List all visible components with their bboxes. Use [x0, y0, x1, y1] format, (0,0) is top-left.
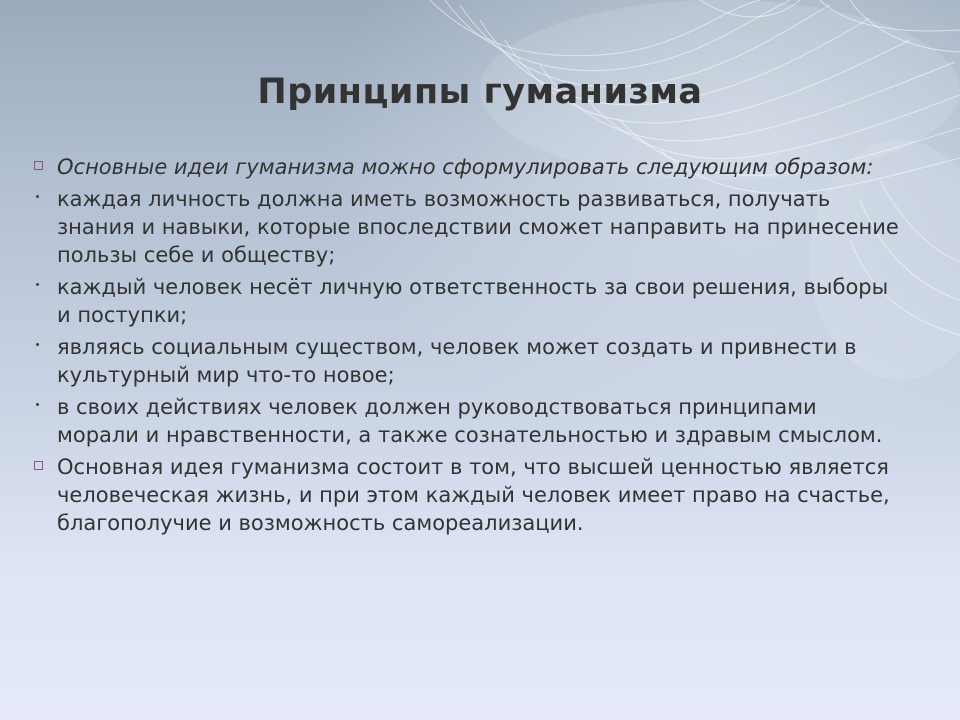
square-outline-icon — [32, 453, 52, 481]
bullet-list — [32, 153, 902, 541]
dot-icon — [32, 273, 52, 301]
list-item — [32, 453, 902, 537]
list-item-text: каждый человек несёт личную ответственность за свои решения, выборы и поступки; — [57, 275, 889, 327]
dot-icon — [32, 185, 52, 213]
dot-icon — [32, 333, 52, 361]
list-item-text: в своих действиях человек должен руководствоваться принципами морали и нравственности, а также сознательностью и здравым смыслом. — [57, 395, 883, 447]
list-item-text: являясь социальным существом, человек может создать и привнести в культурный мир что-то новое; — [57, 335, 857, 387]
list-item — [32, 273, 902, 329]
slide-title: Принципы гуманизма — [257, 72, 703, 112]
square-outline-icon — [32, 153, 52, 181]
list-item — [32, 185, 902, 269]
list-item — [32, 393, 902, 449]
list-item — [32, 333, 902, 389]
dot-icon — [32, 393, 52, 421]
list-item — [32, 153, 902, 181]
list-item-text: каждая личность должна иметь возможность развиваться, получать знания и навыки, которые впоследствии сможет направить на принесение пользы себе и обществу; — [57, 187, 899, 267]
list-item-text: Основная идея гуманизма состоит в том, что высшей ценностью является человеческая жизнь, и при этом каждый человек имеет право на счастье, благополучие и возможность самореализации. — [57, 455, 890, 535]
list-item-text: Основные идеи гуманизма можно сформулировать следующим образом: — [57, 155, 874, 179]
